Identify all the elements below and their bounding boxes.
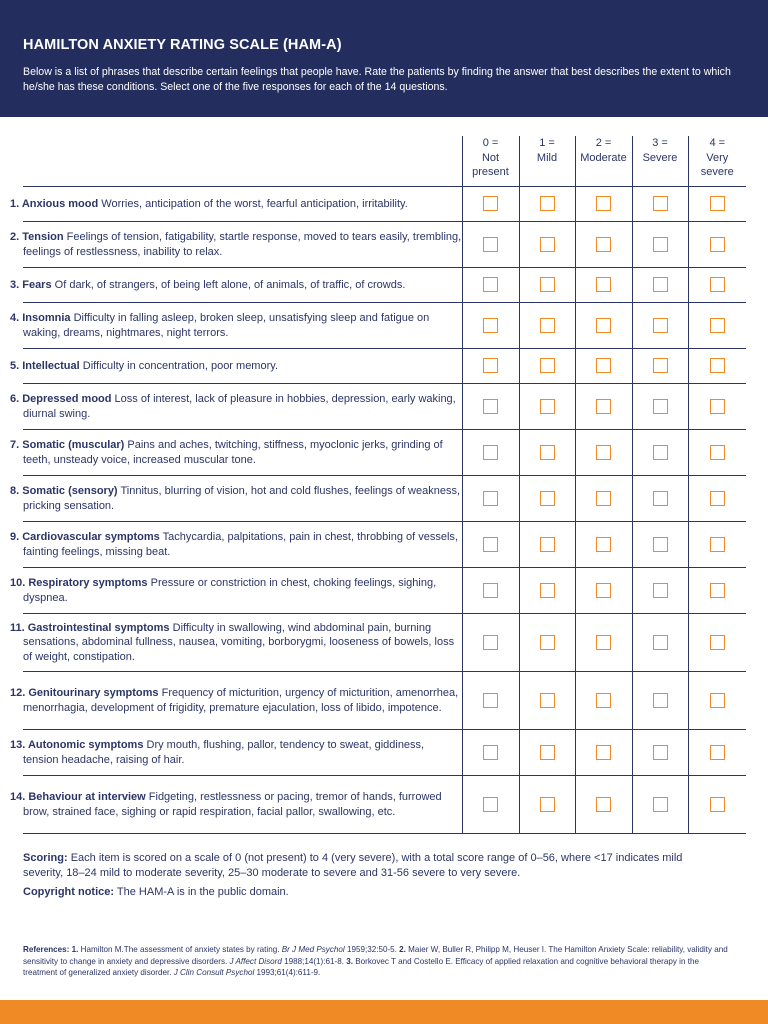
- rating-cell: [519, 730, 575, 776]
- question-text: [10, 614, 462, 672]
- rating-checkbox[interactable]: [596, 277, 611, 292]
- rating-checkbox[interactable]: [596, 583, 611, 598]
- question-row: [23, 430, 746, 476]
- question-title: 6. Depressed mood: [10, 393, 112, 405]
- rating-cell: [575, 476, 632, 522]
- question-title: 3. Fears: [10, 278, 52, 291]
- rating-checkbox[interactable]: [710, 537, 725, 552]
- question-text: [10, 187, 462, 222]
- rating-checkbox[interactable]: [596, 537, 611, 552]
- rating-checkbox[interactable]: [483, 635, 498, 650]
- rating-checkbox[interactable]: [710, 196, 725, 211]
- rating-checkbox[interactable]: [596, 745, 611, 760]
- intro-text: Below is a list of phrases that describe certain feelings that people have. Rate the patients by finding the answer that best describes the extent to which he/she has these conditions. Select one of the five responses for each of the 14 questions.: [23, 66, 731, 93]
- rating-checkbox[interactable]: [596, 797, 611, 812]
- rating-cell: [462, 476, 519, 522]
- rating-cell: [519, 303, 575, 349]
- rating-cell: [519, 776, 575, 834]
- option-header: 1 = Mild: [519, 136, 575, 187]
- question-title: 11. Gastrointestinal symptoms: [10, 621, 170, 634]
- rating-checkbox[interactable]: [710, 491, 725, 506]
- rating-cell: [632, 730, 688, 776]
- rating-cell: [632, 349, 688, 384]
- rating-cell: [575, 384, 632, 430]
- scoring-note: [23, 851, 723, 880]
- rating-cell: [462, 384, 519, 430]
- question-text: [10, 303, 462, 349]
- rating-cell: [519, 349, 575, 384]
- question-text: [10, 730, 462, 776]
- question-title: 1. Anxious mood: [10, 197, 99, 210]
- rating-checkbox[interactable]: [710, 445, 725, 460]
- question-title: 14. Behaviour at interview: [10, 791, 146, 803]
- rating-cell: [519, 430, 575, 476]
- rating-checkbox[interactable]: [483, 399, 498, 414]
- rating-cell: [462, 614, 519, 672]
- question-description: Tachycardia, palpitations, pain in chest, throbbing of vessels, fainting feelings, missing beat.: [23, 531, 458, 558]
- rating-cell: [688, 430, 746, 476]
- page-title: HAMILTON ANXIETY RATING SCALE (HAM-A): [23, 37, 342, 53]
- rating-checkbox[interactable]: [540, 277, 555, 292]
- rating-cell: [688, 349, 746, 384]
- rating-cell: [688, 303, 746, 349]
- rating-cell: [462, 187, 519, 222]
- rating-checkbox[interactable]: [710, 318, 725, 333]
- question-row: [23, 672, 746, 730]
- option-header: 2 = Moderate: [575, 136, 632, 187]
- rating-cell: [462, 522, 519, 568]
- copyright-notice: [23, 885, 289, 900]
- rating-cell: [575, 672, 632, 730]
- rating-cell: [688, 268, 746, 303]
- rating-checkbox[interactable]: [710, 237, 725, 252]
- rating-checkbox[interactable]: [483, 358, 498, 373]
- rating-checkbox[interactable]: [483, 237, 498, 252]
- rating-cell: [519, 268, 575, 303]
- rating-cell: [688, 568, 746, 614]
- rating-checkbox[interactable]: [653, 537, 668, 552]
- rating-checkbox[interactable]: [483, 445, 498, 460]
- scoring-text: Each item is scored on a scale of 0 (not present) to 4 (very severe), with a total score range of 0–56, where <17 indicates mild severity, 18–24 mild to moderate severity, 25–30 moderate to severe and 31-56 severe to very severe.: [23, 852, 683, 879]
- question-text: [10, 776, 462, 834]
- question-text: [10, 222, 462, 268]
- rating-checkbox[interactable]: [653, 635, 668, 650]
- question-text: [10, 349, 462, 384]
- question-text: [10, 672, 462, 730]
- rating-cell: [688, 384, 746, 430]
- option-header: 3 = Severe: [632, 136, 688, 187]
- rating-cell: [632, 187, 688, 222]
- rating-cell: [575, 349, 632, 384]
- question-description: Frequency of micturition, urgency of micturition, amenorrhea, menorrhagia, development of frigidity, premature ejaculation, loss of libido, impotence.: [23, 687, 459, 714]
- rating-checkbox[interactable]: [710, 797, 725, 812]
- option-header: 0 = Not present: [462, 136, 519, 187]
- rating-cell: [462, 776, 519, 834]
- rating-cell: [632, 672, 688, 730]
- question-title: 10. Respiratory symptoms: [10, 577, 148, 589]
- copyright-label: Copyright notice:: [23, 886, 115, 898]
- rating-cell: [632, 268, 688, 303]
- rating-cell: [688, 476, 746, 522]
- question-description: Difficulty in falling asleep, broken sleep, unsatisfying sleep and fatigue on waking, dreams, nightmares, night terrors.: [23, 312, 430, 339]
- question-description: Worries, anticipation of the worst, fearful anticipation, irritability.: [101, 197, 408, 210]
- question-row: [23, 349, 746, 384]
- rating-cell: [575, 730, 632, 776]
- rating-cell: [575, 614, 632, 672]
- rating-checkbox[interactable]: [540, 745, 555, 760]
- rating-checkbox[interactable]: [653, 399, 668, 414]
- header-banner: [0, 0, 768, 117]
- question-text: [10, 476, 462, 522]
- option-header: 4 = Very severe: [688, 136, 746, 187]
- rating-cell: [462, 303, 519, 349]
- question-text: [10, 268, 462, 303]
- question-title: 12. Genitourinary symptoms: [10, 687, 159, 699]
- question-row: [23, 476, 746, 522]
- rating-checkbox[interactable]: [483, 196, 498, 211]
- question-row: [23, 730, 746, 776]
- rating-cell: [688, 730, 746, 776]
- question-row: [23, 568, 746, 614]
- rating-checkbox[interactable]: [540, 635, 555, 650]
- rating-cell: [575, 522, 632, 568]
- rating-cell: [575, 430, 632, 476]
- rating-checkbox[interactable]: [653, 693, 668, 708]
- question-text: [10, 430, 462, 476]
- question-row: [23, 384, 746, 430]
- rating-checkbox[interactable]: [483, 277, 498, 292]
- question-list: [10, 187, 746, 834]
- rating-checkbox[interactable]: [596, 196, 611, 211]
- rating-checkbox[interactable]: [540, 318, 555, 333]
- references: References: 1. Hamilton M.The assessment of anxiety states by rating. Br J Med Psychol 1959;32:50-5. 2. Maier W, Buller R, Philipp M, Heuser I. The Hamilton Anxiety Scale: reliability, validity and sensitivity to change in anxiety and depressive disorders. J Affect Disord 1988;14(1):61-8. 3. Borkovec T and Costello E. Efficacy of applied relaxation and cognitive behavioral therapy in the treatment of generalized anxiety disorder. J Clin Consult Psychol 1993;61(4):611-9.: [23, 945, 728, 977]
- rating-cell: [632, 568, 688, 614]
- question-description: Tinnitus, blurring of vision, hot and cold flushes, feelings of weakness, pricking sensation.: [23, 485, 461, 512]
- rating-checkbox[interactable]: [596, 635, 611, 650]
- rating-cell: [688, 776, 746, 834]
- rating-cell: [632, 776, 688, 834]
- rating-cell: [519, 187, 575, 222]
- rating-checkbox[interactable]: [540, 491, 555, 506]
- question-title: 4. Insomnia: [10, 312, 71, 324]
- rating-checkbox[interactable]: [540, 196, 555, 211]
- rating-cell: [462, 430, 519, 476]
- question-text: [10, 384, 462, 430]
- rating-checkbox[interactable]: [483, 745, 498, 760]
- question-row: [23, 522, 746, 568]
- rating-cell: [462, 568, 519, 614]
- rating-checkbox[interactable]: [710, 693, 725, 708]
- rating-checkbox[interactable]: [653, 318, 668, 333]
- question-title: 8. Somatic (sensory): [10, 485, 118, 497]
- rating-cell: [575, 776, 632, 834]
- rating-checkbox[interactable]: [653, 237, 668, 252]
- rating-checkbox[interactable]: [653, 745, 668, 760]
- rating-checkbox[interactable]: [653, 277, 668, 292]
- rating-cell: [688, 672, 746, 730]
- rating-checkbox[interactable]: [596, 237, 611, 252]
- copyright-text: The HAM-A is in the public domain.: [116, 886, 289, 898]
- question-text: [10, 522, 462, 568]
- question-title: 5. Intellectual: [10, 359, 80, 372]
- question-description: Dry mouth, flushing, pallor, tendency to sweat, giddiness, tension headache, raising of hair.: [23, 739, 425, 766]
- rating-checkbox[interactable]: [653, 583, 668, 598]
- references-label: References:: [23, 945, 70, 954]
- rating-checkbox[interactable]: [596, 445, 611, 460]
- rating-cell: [462, 730, 519, 776]
- rating-cell: [519, 222, 575, 268]
- footer-bar: [0, 1000, 768, 1024]
- rating-cell: [519, 568, 575, 614]
- rating-cell: [632, 303, 688, 349]
- rating-cell: [462, 222, 519, 268]
- rating-cell: [632, 522, 688, 568]
- rating-checkbox[interactable]: [710, 635, 725, 650]
- rating-checkbox[interactable]: [540, 693, 555, 708]
- rating-cell: [688, 614, 746, 672]
- rating-cell: [519, 672, 575, 730]
- question-title: 2. Tension: [10, 231, 64, 243]
- question-description: Of dark, of strangers, of being left alone, of animals, of traffic, of crowds.: [54, 278, 406, 291]
- rating-checkbox[interactable]: [710, 399, 725, 414]
- rating-checkbox[interactable]: [540, 537, 555, 552]
- question-description: Difficulty in swallowing, wind abdominal pain, burning sensations, abdominal fullness, nausea, vomiting, borborygmi, looseness of bowels, loss of weight, constipation.: [23, 621, 455, 663]
- rating-cell: [632, 222, 688, 268]
- rating-cell: [632, 476, 688, 522]
- question-text: [10, 568, 462, 614]
- rating-cell: [632, 384, 688, 430]
- question-description: Pressure or constriction in chest, choking feelings, sighing, dyspnea.: [23, 577, 437, 604]
- question-description: Fidgeting, restlessness or pacing, tremor of hands, furrowed brow, strained face, sighing or rapid respiration, facial pallor, swallowing, etc.: [23, 791, 442, 818]
- rating-checkbox[interactable]: [483, 693, 498, 708]
- rating-checkbox[interactable]: [483, 797, 498, 812]
- rating-checkbox[interactable]: [653, 196, 668, 211]
- question-row: [23, 222, 746, 268]
- rating-cell: [575, 268, 632, 303]
- rating-cell: [462, 268, 519, 303]
- rating-checkbox[interactable]: [483, 583, 498, 598]
- question-description: Difficulty in concentration, poor memory.: [82, 359, 278, 372]
- rating-checkbox[interactable]: [710, 583, 725, 598]
- question-row: [23, 187, 746, 222]
- rating-cell: [632, 430, 688, 476]
- question-title: 13. Autonomic symptoms: [10, 739, 144, 751]
- rating-checkbox[interactable]: [596, 318, 611, 333]
- rating-checkbox[interactable]: [596, 399, 611, 414]
- rating-checkbox[interactable]: [596, 693, 611, 708]
- rating-checkbox[interactable]: [483, 318, 498, 333]
- rating-checkbox[interactable]: [653, 797, 668, 812]
- rating-checkbox[interactable]: [540, 399, 555, 414]
- rating-checkbox[interactable]: [540, 237, 555, 252]
- question-description: Pains and aches, twitching, stiffness, myoclonic jerks, grinding of teeth, unsteady voice, increased muscular tone.: [23, 439, 443, 466]
- rating-cell: [519, 614, 575, 672]
- rating-checkbox[interactable]: [710, 745, 725, 760]
- question-description: Loss of interest, lack of pleasure in hobbies, depression, early waking, diurnal swing.: [23, 393, 456, 420]
- question-row: [23, 303, 746, 349]
- option-header-row: [23, 136, 746, 187]
- question-row: [23, 268, 746, 303]
- rating-checkbox[interactable]: [540, 445, 555, 460]
- rating-checkbox[interactable]: [596, 491, 611, 506]
- rating-cell: [688, 187, 746, 222]
- rating-checkbox[interactable]: [483, 537, 498, 552]
- rating-checkbox[interactable]: [540, 358, 555, 373]
- rating-cell: [688, 522, 746, 568]
- rating-cell: [688, 222, 746, 268]
- rating-checkbox[interactable]: [653, 445, 668, 460]
- question-title: 9. Cardiovascular symptoms: [10, 531, 160, 543]
- rating-cell: [575, 222, 632, 268]
- question-title: 7. Somatic (muscular): [10, 439, 125, 451]
- rating-cell: [519, 476, 575, 522]
- rating-cell: [632, 614, 688, 672]
- question-row: [23, 614, 746, 672]
- rating-cell: [575, 568, 632, 614]
- rating-checkbox[interactable]: [540, 583, 555, 598]
- rating-checkbox[interactable]: [710, 277, 725, 292]
- rating-checkbox[interactable]: [653, 491, 668, 506]
- rating-table: [10, 136, 746, 834]
- rating-checkbox[interactable]: [596, 358, 611, 373]
- question-column-header: [23, 136, 462, 187]
- rating-checkbox[interactable]: [540, 797, 555, 812]
- rating-cell: [519, 522, 575, 568]
- scoring-label: Scoring:: [23, 852, 68, 864]
- rating-cell: [462, 672, 519, 730]
- rating-checkbox[interactable]: [710, 358, 725, 373]
- rating-cell: [462, 349, 519, 384]
- rating-cell: [575, 303, 632, 349]
- rating-cell: [519, 384, 575, 430]
- rating-cell: [575, 187, 632, 222]
- rating-checkbox[interactable]: [653, 358, 668, 373]
- rating-checkbox[interactable]: [483, 491, 498, 506]
- question-description: Feelings of tension, fatigability, startle response, moved to tears easily, trembling, feelings of restlessness, inability to relax.: [23, 231, 462, 258]
- question-row: [23, 776, 746, 834]
